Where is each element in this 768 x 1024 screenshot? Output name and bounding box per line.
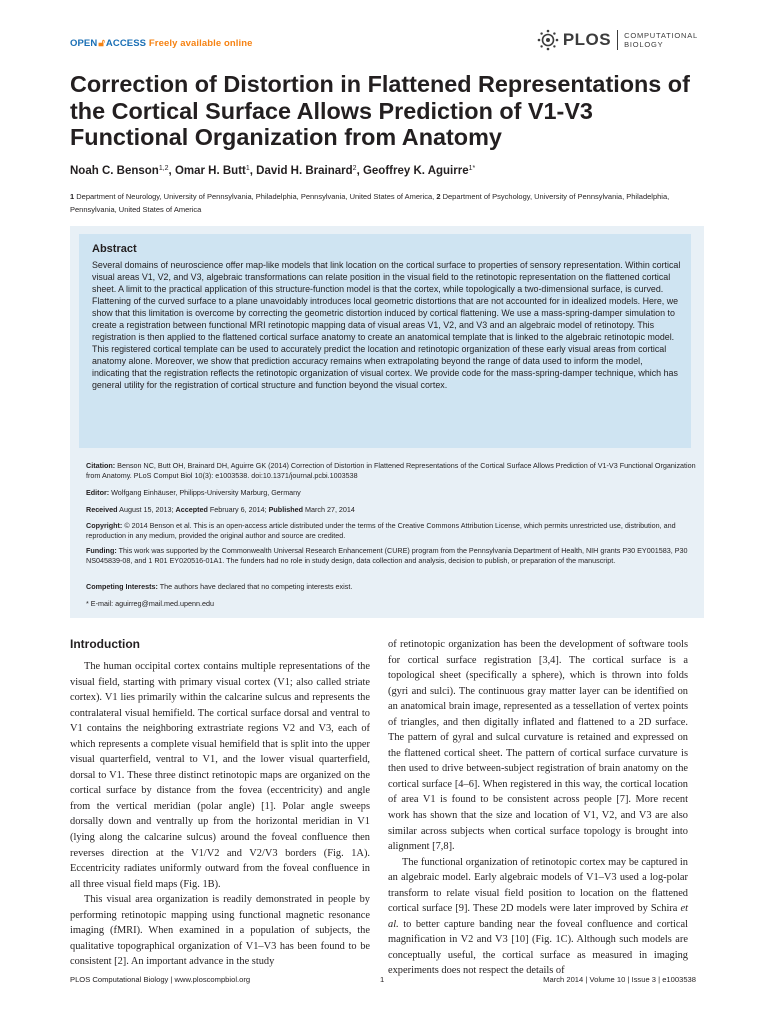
abstract-panel — [79, 234, 691, 448]
citation-label: Citation: — [86, 461, 116, 470]
intro-paragraph-4-part2: to better capture banding near the foveal confluence and cortical magnification in V2 and V3 [10] (Fig. 1C). Although such models are conceptually useful, the cortical surface as measured in imaging experiments does not respect the details of — [388, 918, 688, 977]
intro-paragraph-2: This visual area organization is readily demonstrated in people by performing retinotopic mapping using functional magnetic resonance imaging (fMRI). When examined in a population of subjects, the qualitative topographical organization of V1–V3 has been found to be consistent [2]. An important advance in the study — [70, 894, 370, 968]
journal-subtitle — [624, 31, 698, 49]
copyright — [86, 521, 696, 541]
editor — [86, 488, 696, 498]
paper-title: Correction of Distortion in Flattened Representations of the Cortical Surface Allows Prediction of V1-V3 Functional Organization from Anatomy — [70, 71, 690, 150]
freely-available-label: Freely available online — [148, 38, 253, 49]
affiliation-number: 2 — [436, 192, 441, 201]
plos-wordmark: PLOS — [562, 30, 612, 49]
funding — [86, 546, 696, 566]
copyright-label: Copyright: — [86, 521, 123, 530]
author-name: Noah C. Benson — [70, 165, 159, 177]
intro-paragraph-1: The human occipital cortex contains multiple representations of the visual field, starting with primary visual cortex (V1; also called striate cortex). V1 lies primarily within the calcarine sulcus and represents the contralateral visual hemifield. The cortical surface dorsal and ventral to V1 contains the neighboring extrastriate regions V2 and V3, each of which represents a complete visual hemifield that is split into the upper visual quarterfield, ventral to V1, and the lower visual quarterfield, dorsal to V1. These three distinct retinotopic maps are organized on the cortical surface by distance from the fovea (eccentricity) and angle from the vertical meridian (polar angle) [1]. Polar angle sweeps dorsally down and ventrally up from the horizontal meridian in V1 (lying along the calcarine sulcus) around the foveal confluence then reverses direction at the V1/V2 and V2/V3 borders (Fig. 1A). Eccentricity radiates uniformly outward from the foveal confluence in all three visual field maps (Fig. 1B). — [70, 661, 370, 890]
open-label: OPEN — [70, 38, 98, 49]
editor-label: Editor: — [86, 488, 110, 497]
author-affiliation-mark: 1,2 — [158, 165, 169, 172]
editor-text: Wolfgang Einhäuser, Philipps-University Marburg, Germany — [109, 488, 301, 497]
funding-label: Funding: — [86, 546, 117, 555]
body-column-right — [388, 637, 688, 979]
journal-subtitle-line2: BIOLOGY — [624, 40, 664, 49]
body-column-left — [70, 637, 370, 970]
author-name: David H. Brainard — [256, 165, 353, 177]
citation — [86, 461, 696, 481]
introduction-heading: Introduction — [70, 637, 140, 651]
author-separator: , — [356, 165, 363, 177]
author-separator: , — [249, 165, 257, 177]
open-access-banner — [70, 38, 253, 49]
competing-text: The authors have declared that no competing interests exist. — [157, 582, 353, 591]
et-al: et al. — [388, 903, 688, 930]
copyright-text: © 2014 Benson et al. This is an open-access article distributed under the terms of the Creative Commons Attribution License, which permits unrestricted use, distribution, and reproduction in any medium, provided the original author and source are credited. — [86, 521, 676, 540]
footer-page-number: 1 — [380, 975, 385, 984]
funding-text: This work was supported by the Commonwealth Universal Research Enhancement (CURE) program from the Pennsylvania Department of Health, NIH grants P30 EY001583, P30 NS045839-08, and 1 R01 EY020516-01A1. The funders had no role in study design, data collection and analysis, decision to publish, or preparation of the manuscript. — [86, 546, 688, 565]
plos-sun-icon — [537, 29, 559, 51]
author-affiliation-mark: 1* — [468, 165, 476, 172]
competing-interests — [86, 582, 696, 592]
open-access-lock-icon: 🔓︎ — [98, 38, 105, 49]
access-label: ACCESS — [105, 38, 147, 49]
citation-text: Benson NC, Butt OH, Brainard DH, Aguirre GK (2014) Correction of Distortion in Flattened Representations of the Cortical Surface Allows Prediction of V1-V3 Functional Organization from Anatomy. PLoS Comput Biol 10(3): e1003538. doi:10.1371/journal.pcbi.1003538 — [86, 461, 696, 480]
abstract-heading: Abstract — [92, 243, 137, 255]
competing-label: Competing Interests: — [86, 582, 158, 591]
journal-logo — [537, 29, 698, 51]
dates — [86, 505, 696, 515]
affiliation-text: Department of Neurology, University of Pennsylvania, Philadelphia, Pennsylvania, United States of America, — [74, 192, 437, 201]
affiliation-text: Department of Psychology, University of Pennsylvania, Philadelphia, Pennsylvania, United States of America — [70, 192, 670, 214]
logo-divider — [617, 30, 618, 50]
intro-paragraph-3: of retinotopic organization has been the development of software tools for cortical surface registration [3,4]. The cortical surface is a topological sheet (specifically a sphere), which is thrown into folds (gyri and sulci). The continuous gray matter layer can be identified on an anatomical brain image, represented as a tessellation of vertex points of triangles, and then digitally inflated and flattened to a 2D surface. The pattern of gyral and sulcal curvature is retained and expressed on the flattened cortical sheet. The pattern of cortical surface curvature is then used to drive between-subject registration of brain anatomy on the cortical surface [4–6]. When registered in this way, the cortical location of area V1 is found to be consistent across people [7]. More recent work has shown that the size and location of V1, V2, and V3 are also similar across subjects when cortical surface topology is brought into alignment [7,8]. — [388, 639, 688, 853]
corresponding-email: * E-mail: aguirreg@mail.med.upenn.edu — [86, 599, 214, 608]
intro-paragraph-4 — [388, 855, 688, 979]
accepted-label: Accepted — [175, 505, 208, 514]
author-separator: , — [168, 165, 175, 177]
received-label: Received — [86, 505, 118, 514]
author-affiliation-mark: 2 — [352, 165, 357, 172]
author-affiliation-mark: 1 — [245, 165, 250, 172]
abstract-box — [70, 226, 704, 618]
journal-subtitle-line1: COMPUTATIONAL — [624, 31, 698, 40]
affiliation-number: 1 — [70, 192, 75, 201]
footer-journal: PLOS Computational Biology | www.ploscompbiol.org — [70, 975, 251, 984]
footer-issue: March 2014 | Volume 10 | Issue 3 | e1003538 — [543, 975, 696, 984]
accepted-date: February 6, 2014; — [207, 505, 269, 514]
abstract-text: Several domains of neuroscience offer map-like models that link location on the cortical surface to properties of sensory representation. Within cortical visual areas V1, V2, and V3, algebraic transformations can relate position in the visual field to the retinotopic representation on the flattened cortical sheet. A limit to the practical application of this structure-function model is that the cortex, while topologically a two-dimensional surface, is curved. Flattening of the curved surface to a plane unavoidably introduces local geometric distortions that are not accounted for in idealized models. Here, we show that this limitation is overcome by correcting the geometric distortion induced by cortical flattening. We use a mass-spring-damper simulation to create a registration between functional MRI retinotopic mapping data of visual areas V1, V2, and V3 and an algebraic model of retinotopy. This registration is then applied to the flattened cortical surface anatomy to create an anatomical template that is linked to the algebraic retinotopic model. This registered cortical template can be used to accurately predict the location and retinotopic organization of these early visual areas from cortical anatomy alone. Moreover, we show that prediction accuracy remains when extrapolating beyond the range of data used to inform the model, indicating that the registration reflects the retinotopic organization of visual cortex. We provide code for the mass-spring-damper technique, which has general utility for the registration of cortical structure and function beyond the visual cortex. — [92, 260, 681, 391]
received-date: August 15, 2013; — [117, 505, 176, 514]
author-name: Omar H. Butt — [174, 165, 246, 177]
intro-paragraph-4-part1: The functional organization of retinotopic cortex may be captured in an algebraic model. Early algebraic models of V1–V3 used a log-polar transform to relate visual field position to location on the flattened cortical surface [9]. These 2D models were later improved by Schira — [388, 856, 688, 915]
published-date: March 27, 2014 — [302, 505, 355, 514]
author-list — [70, 165, 710, 177]
affiliations — [70, 190, 710, 216]
published-label: Published — [268, 505, 303, 514]
author-name: Geoffrey K. Aguirre — [362, 165, 469, 177]
